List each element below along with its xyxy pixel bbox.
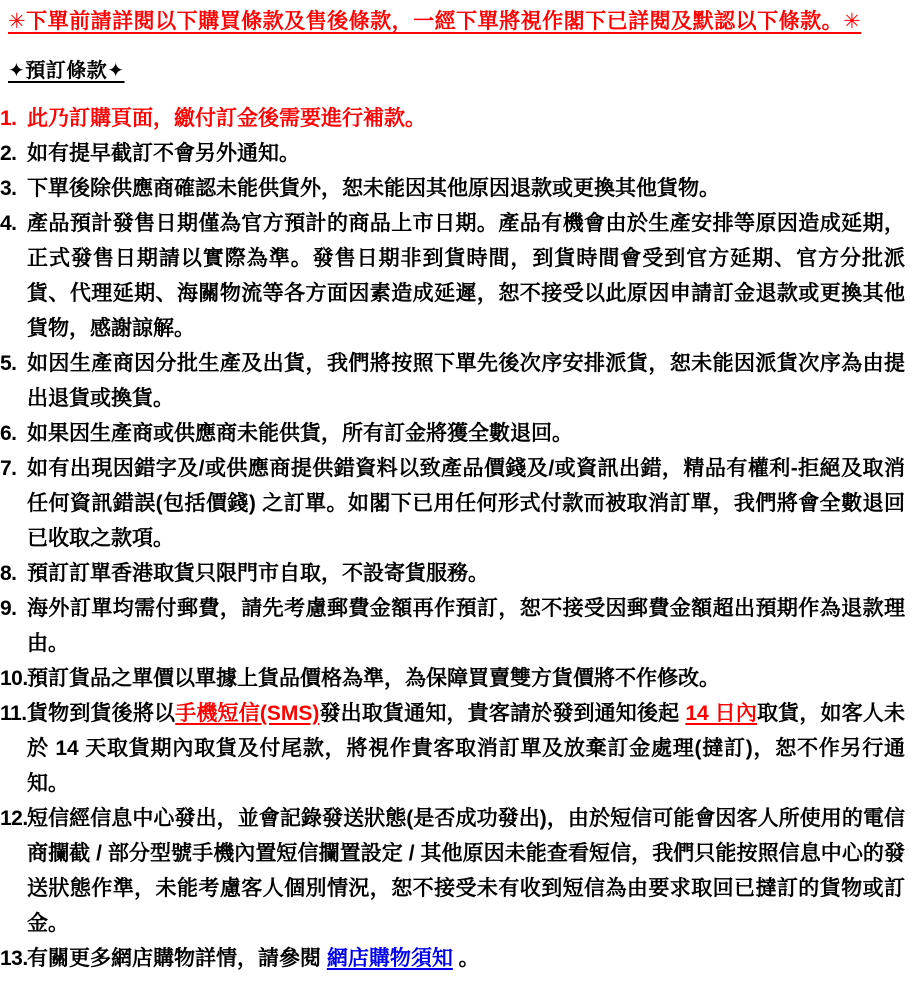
item-number: 3. (0, 177, 17, 200)
item-number: 4. (0, 212, 17, 235)
item-number: 13. (0, 947, 28, 970)
item-text-segment: 取貨，如客人未於 14 天取貨期內取貨及付尾款，將視作貴客取消訂單及放棄訂金處理(撻訂)，恕不作另行通知。 (27, 702, 906, 795)
item-text: 短信經信息中心發出，並會記錄發送狀態(是否成功發出)，由於短信可能會因客人所使用的電信商攔截 / 部分型號手機內置短信攔置設定 / 其他原因未能查看短信，我們只能按照信息中心的發送狀態作準，未能考慮客人個別情況，恕不接受未有收到短信為由要求取回已撻訂的貨物或訂金。 (27, 807, 905, 935)
section-title-row (8, 57, 905, 85)
term-item-7 (0, 451, 905, 556)
item-text: 預訂訂單香港取貨只限門市自取，不設寄貨服務。 (27, 562, 489, 585)
term-item-10 (0, 661, 905, 696)
pickup-deadline-emphasis: 14 日內 (685, 702, 758, 725)
term-item-8 (0, 556, 905, 591)
item-text-segment: 發出取貨通知，貴客請於發到通知後起 (319, 702, 686, 725)
terms-list (0, 101, 906, 976)
item-text (27, 947, 480, 970)
item-number: 6. (0, 422, 17, 445)
item-number: 11. (0, 702, 27, 725)
store-shopping-guide-link[interactable]: 網店購物須知 (326, 947, 453, 970)
term-item-6 (0, 416, 905, 451)
item-text (27, 702, 905, 795)
term-item-11 (0, 696, 906, 801)
item-number: 1. (0, 107, 17, 130)
page-title: ✳下單前請詳閱以下購買條款及售後條款，一經下單將視作閣下已詳閱及默認以下條款。✳ (8, 10, 862, 33)
term-item-2 (0, 136, 905, 171)
item-number: 12. (0, 807, 28, 830)
term-item-12 (0, 801, 905, 941)
term-item-13 (0, 941, 905, 976)
item-text: 如有出現因錯字及/或供應商提供錯資料以致產品價錢及/或資訊出錯，精品有權利-拒絕及取消任何資訊錯誤(包括價錢) 之訂單。如閣下已用任何形式付款而被取消訂單，我們將會全數退回已收取之款項。 (27, 457, 905, 550)
item-number: 8. (0, 562, 17, 585)
term-item-3 (0, 171, 905, 206)
item-text: 下單後除供應商確認未能供貨外，恕未能因其他原因退款或更換其他貨物。 (27, 177, 720, 200)
item-text: 預訂貨品之單價以單據上貨品價格為準，為保障買賣雙方貨價將不作修改。 (27, 667, 720, 690)
item-number: 5. (0, 352, 17, 375)
item-number: 9. (0, 597, 17, 620)
item-number: 7. (0, 457, 17, 480)
term-item-5 (0, 346, 905, 416)
item-text: 如因生產商因分批生產及出貨，我們將按照下單先後次序安排派貨，恕未能因派貨次序為由提出退貨或換貨。 (27, 352, 905, 410)
term-item-1 (0, 101, 905, 136)
item-text: 如果因生產商或供應商未能供貨，所有訂金將獲全數退回。 (27, 422, 573, 445)
item-number: 2. (0, 142, 17, 165)
item-text-segment: 。 (452, 947, 480, 970)
item-text: 產品預計發售日期僅為官方預計的商品上市日期。產品有機會由於生產安排等原因造成延期，正式發售日期請以實際為準。發售日期非到貨時間，到貨時間會受到官方延期、官方分批派貨、代理延期、海關物流等各方面因素造成延遲，恕不接受以此原因申請訂金退款或更換其他貨物，感謝諒解。 (27, 212, 905, 340)
item-text: 海外訂單均需付郵費，請先考慮郵費金額再作預訂，恕不接受因郵費金額超出預期作為退款理由。 (27, 597, 905, 655)
item-number: 10. (0, 667, 28, 690)
item-text: 此乃訂購頁面，繳付訂金後需要進行補款。 (27, 107, 426, 130)
term-item-4 (0, 206, 905, 346)
section-title: ✦預訂條款✦ (8, 60, 125, 82)
sms-notice-emphasis: 手機短信(SMS) (175, 702, 320, 725)
item-text-segment: 有關更多網店購物詳情，請參閱 (27, 947, 327, 970)
item-text-segment: 貨物到貨後將以 (27, 702, 176, 725)
term-item-9 (0, 591, 905, 661)
item-text: 如有提早截訂不會另外通知。 (27, 142, 300, 165)
